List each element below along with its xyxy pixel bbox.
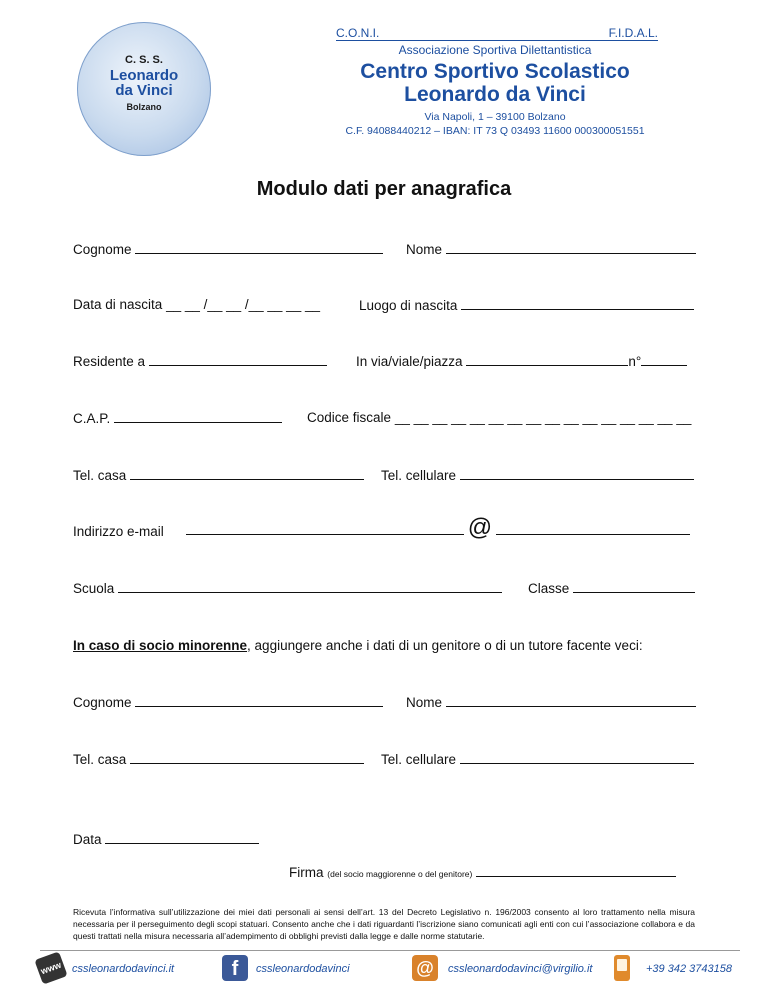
footer-website[interactable]: cssleonardodavinci.it xyxy=(72,963,175,975)
data-field[interactable]: Data xyxy=(73,831,259,847)
fidal-label: F.I.D.A.L. xyxy=(608,26,658,40)
scuola-field[interactable]: Scuola xyxy=(73,580,502,596)
genitore-tel-casa-field[interactable]: Tel. casa xyxy=(73,751,364,767)
luogo-nascita-field[interactable]: Luogo di nascita xyxy=(359,297,694,313)
mail-icon: @ xyxy=(412,955,438,981)
footer-facebook[interactable]: cssleonardodavinci xyxy=(256,963,350,975)
footer-email[interactable]: cssleonardodavinci@virgilio.it xyxy=(448,963,593,975)
logo-line3: Bolzano xyxy=(126,102,162,112)
classe-field[interactable]: Classe xyxy=(528,580,695,596)
association-type: Associazione Sportiva Dilettantistica xyxy=(398,43,592,57)
logo-line2: Leonardo da Vinci xyxy=(109,67,179,99)
organization-address: Via Napoli, 1 – 39100 Bolzano C.F. 94088440212 – IBAN: IT 73 Q 03493 11600 000300051551 xyxy=(345,111,645,137)
privacy-consent: Ricevuta l’informativa sull’utilizzazione dei miei dati personali ai sensi dell’art. 13 del Decreto Legislativo n. 196/2003 consento al loro trattamento nella misura necessaria per il perseguimento degli scopi statuari. Consento anche che i dati riguardanti l’iscrizione siano comunicati agli enti con cui l’associazione collabora e da questi trattati nella misura necessaria all’adempimento di obblighi previsti dalla legge e dalle norme statutarie. xyxy=(73,907,695,941)
facebook-icon: f xyxy=(222,955,248,981)
genitore-cognome-field[interactable]: Cognome xyxy=(73,694,383,710)
email-field[interactable] xyxy=(186,514,690,542)
residente-field[interactable]: Residente a xyxy=(73,353,327,369)
cognome-field[interactable]: Cognome xyxy=(73,241,383,257)
globe-icon: www xyxy=(34,951,67,984)
at-symbol: @ xyxy=(467,514,493,541)
logo-line1: C. S. S. xyxy=(125,54,163,66)
footer-divider xyxy=(40,950,740,951)
via-field[interactable]: In via/viale/piazza n° xyxy=(356,353,687,369)
coni-label: C.O.N.I. xyxy=(336,26,380,40)
tel-cellulare-field[interactable]: Tel. cellulare xyxy=(381,467,694,483)
genitore-nome-field[interactable]: Nome xyxy=(406,694,696,710)
data-nascita-field[interactable]: Data di nascita __ __ /__ __ /__ __ __ __ xyxy=(73,297,320,312)
federations-line xyxy=(336,26,658,41)
nome-field[interactable]: Nome xyxy=(406,241,696,257)
codice-fiscale-field[interactable]: Codice fiscale __ __ __ __ __ __ __ __ __ __ __ __ __ __ __ __ xyxy=(307,410,692,425)
genitore-tel-cellulare-field[interactable]: Tel. cellulare xyxy=(381,751,694,767)
phone-icon xyxy=(614,955,630,981)
tel-casa-field[interactable]: Tel. casa xyxy=(73,467,364,483)
cap-field[interactable]: C.A.P. xyxy=(73,410,282,426)
form-title: Modulo dati per anagrafica xyxy=(256,178,512,200)
email-label: Indirizzo e-mail xyxy=(73,524,164,539)
organization-name: Centro Sportivo Scolastico Leonardo da Vinci xyxy=(360,60,630,106)
firma-field[interactable]: Firma (del socio maggiorenne o del genitore) xyxy=(289,864,676,880)
footer-phone[interactable]: +39 342 3743158 xyxy=(646,963,732,975)
minor-note: In caso di socio minorenne, aggiungere anche i dati di un genitore o di un tutore facente veci: xyxy=(73,638,643,653)
club-logo xyxy=(77,22,211,156)
